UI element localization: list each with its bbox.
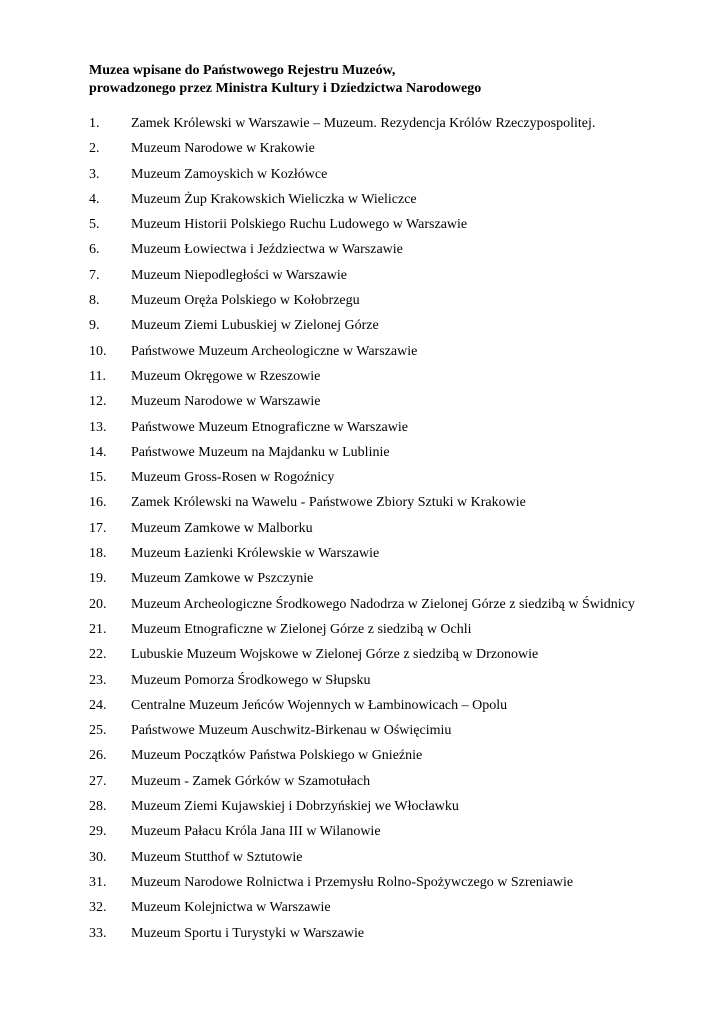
item-number: 15. — [89, 470, 107, 486]
item-name: Muzeum - Zamek Górków w Szamotułach — [131, 773, 371, 789]
item-number: 4. — [89, 191, 100, 207]
item-number: 24. — [89, 697, 107, 713]
item-name: Muzeum Łowiectwa i Jeździectwa w Warszawie — [131, 242, 403, 258]
list-item — [89, 798, 719, 823]
item-name: Muzeum Historii Polskiego Ruchu Ludowego w Warszawie — [131, 217, 468, 233]
item-number: 23. — [89, 672, 107, 688]
list-item — [89, 925, 719, 950]
item-name: Muzeum Ziemi Kujawskiej i Dobrzyńskiej we Włocławku — [131, 799, 459, 815]
item-number: 26. — [89, 748, 107, 764]
item-number: 28. — [89, 799, 107, 815]
item-number: 29. — [89, 824, 107, 840]
item-name: Muzeum Zamkowe w Malborku — [131, 520, 313, 536]
item-name: Muzeum Okręgowe w Rzeszowie — [131, 368, 321, 384]
list-item — [89, 317, 719, 342]
item-name: Muzeum Początków Państwa Polskiego w Gnieźnie — [131, 748, 423, 764]
item-number: 32. — [89, 900, 107, 916]
list-item — [89, 469, 719, 494]
item-name: Państwowe Muzeum Archeologiczne w Warszawie — [131, 343, 418, 359]
item-number: 31. — [89, 874, 107, 890]
item-number: 19. — [89, 571, 107, 587]
item-number: 17. — [89, 520, 107, 536]
list-item — [89, 419, 719, 444]
item-name: Muzeum Archeologiczne Środkowego Nadodrza w Zielonej Górze z siedzibą w Świdnicy — [131, 596, 635, 612]
list-item — [89, 672, 719, 697]
list-item — [89, 520, 719, 545]
item-number: 7. — [89, 267, 100, 283]
list-item — [89, 115, 719, 140]
list-item — [89, 773, 719, 798]
item-name: Państwowe Muzeum Etnograficzne w Warszawie — [131, 419, 408, 435]
item-number: 16. — [89, 495, 107, 511]
title-line-1: Muzea wpisane do Państwowego Rejestru Muzeów, — [89, 63, 396, 78]
item-name: Państwowe Muzeum na Majdanku w Lublinie — [131, 444, 390, 460]
list-item — [89, 140, 719, 165]
item-number: 21. — [89, 621, 107, 637]
item-number: 33. — [89, 925, 107, 941]
item-number: 30. — [89, 849, 107, 865]
list-item — [89, 545, 719, 570]
item-number: 18. — [89, 546, 107, 562]
item-name: Muzeum Narodowe w Warszawie — [131, 394, 321, 410]
list-item — [89, 646, 719, 671]
item-name: Muzeum Gross-Rosen w Rogoźnicy — [131, 470, 335, 486]
list-item — [89, 343, 719, 368]
item-name: Muzeum Stutthof w Sztutowie — [131, 849, 303, 865]
item-name: Muzeum Pomorza Środkowego w Słupsku — [131, 672, 371, 688]
list-item — [89, 849, 719, 874]
item-name: Muzeum Narodowe w Krakowie — [131, 141, 315, 157]
museum-list — [89, 115, 719, 950]
list-item — [89, 292, 719, 317]
item-number: 11. — [89, 368, 106, 384]
list-item — [89, 899, 719, 924]
list-item — [89, 874, 719, 899]
list-item — [89, 722, 719, 747]
item-name: Państwowe Muzeum Auschwitz-Birkenau w Oświęcimiu — [131, 723, 452, 739]
item-name: Muzeum Etnograficzne w Zielonej Górze z siedzibą w Ochli — [131, 621, 472, 637]
item-name: Zamek Królewski w Warszawie – Muzeum. Rezydencja Królów Rzeczypospolitej. — [131, 116, 596, 131]
item-name: Muzeum Narodowe Rolnictwa i Przemysłu Rolno-Spożywczego w Szreniawie — [131, 874, 574, 890]
item-number: 10. — [89, 343, 107, 359]
document-title — [89, 62, 689, 98]
title-line-2: prowadzonego przez Ministra Kultury i Dziedzictwa Narodowego — [89, 81, 482, 96]
item-name: Centralne Muzeum Jeńców Wojennych w Łambinowicach – Opolu — [131, 697, 508, 713]
list-item — [89, 747, 719, 772]
item-name: Zamek Królewski na Wawelu - Państwowe Zbiory Sztuki w Krakowie — [131, 495, 526, 511]
list-item — [89, 216, 719, 241]
item-name: Muzeum Sportu i Turystyki w Warszawie — [131, 925, 365, 941]
list-item — [89, 166, 719, 191]
list-item — [89, 241, 719, 266]
item-number: 25. — [89, 723, 107, 739]
item-name: Muzeum Niepodległości w Warszawie — [131, 267, 347, 283]
list-item — [89, 570, 719, 595]
item-name: Muzeum Zamoyskich w Kozłówce — [131, 166, 328, 182]
list-item — [89, 191, 719, 216]
list-item — [89, 697, 719, 722]
item-number: 22. — [89, 647, 107, 663]
item-name: Muzeum Kolejnictwa w Warszawie — [131, 900, 331, 916]
list-item — [89, 393, 719, 418]
item-name: Lubuskie Muzeum Wojskowe w Zielonej Górze z siedzibą w Drzonowie — [131, 647, 539, 663]
item-number: 8. — [89, 293, 100, 309]
item-number: 27. — [89, 773, 107, 789]
item-number: 2. — [89, 141, 100, 157]
list-item — [89, 621, 719, 646]
item-number: 13. — [89, 419, 107, 435]
item-number: 3. — [89, 166, 100, 182]
item-number: 6. — [89, 242, 100, 258]
list-item — [89, 823, 719, 848]
item-name: Muzeum Pałacu Króla Jana III w Wilanowie — [131, 824, 381, 840]
list-item — [89, 267, 719, 292]
item-number: 5. — [89, 217, 100, 233]
item-number: 14. — [89, 444, 107, 460]
list-item — [89, 444, 719, 469]
list-item — [89, 368, 719, 393]
list-item — [89, 596, 719, 621]
item-name: Muzeum Łazienki Królewskie w Warszawie — [131, 546, 380, 562]
item-name: Muzeum Zamkowe w Pszczynie — [131, 571, 314, 587]
item-number: 12. — [89, 394, 107, 410]
item-number: 1. — [89, 116, 100, 131]
item-number: 20. — [89, 596, 107, 612]
list-item — [89, 494, 719, 519]
item-name: Muzeum Żup Krakowskich Wieliczka w Wieliczce — [131, 191, 417, 207]
item-name: Muzeum Oręża Polskiego w Kołobrzegu — [131, 293, 360, 309]
item-name: Muzeum Ziemi Lubuskiej w Zielonej Górze — [131, 318, 379, 334]
item-number: 9. — [89, 318, 100, 334]
